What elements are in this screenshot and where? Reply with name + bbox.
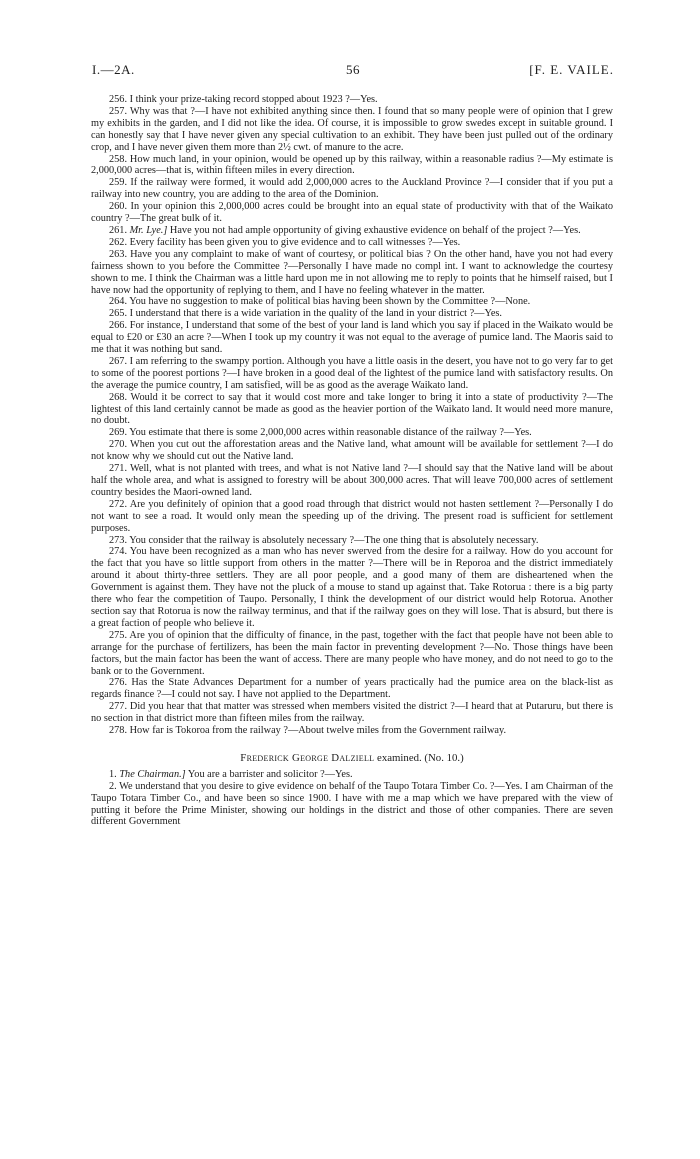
paragraph-271: 271. Well, what is not planted with trees, and what is not Native land ?—I should say that the Native land will be about half the whole area, and what is assigned to forestry will be about 300,000 acres. That will leave 700,000 acres of settlement country besides the Maori-owned land. bbox=[91, 463, 613, 498]
paragraph-278: 278. How far is Tokoroa from the railway ?—About twelve miles from the Government railway. bbox=[109, 725, 507, 737]
paragraph-268: 268. Would it be correct to say that it would cost more and take longer to bring it into a state of productivity ?—The lightest of this land certainly cannot be made as good as the heavier portion of the Waikato land. It would need more manure, no doubt. bbox=[91, 391, 613, 427]
page-number: 56 bbox=[346, 62, 360, 77]
paragraph-264: 264. You have no suggestion to make of political bias having been shown by the Committee ?—None. bbox=[109, 296, 531, 308]
witness-section-suffix: examined. (No. 10.) bbox=[377, 751, 464, 764]
paragraph-274: 274. You have been recognized as a man who has never swerved from the desire for a railway. How do you account for the fact that you have so little support from others in the matter ?—There will be in Reporoa and the district immediately around it about thirty-three settlers. They are all poor people, and a good many of them are disheartened when the Government is against them. They have not the pluck of a mouse to stand up against that. Take Rotorua : there is a big party there who fear the competition of Taupo. Personally, I think the development of our district would help Rotorua. Another section say that Rotorua is now the railway terminus, and that if the railway goes on they will lose. That is absurd, but there is a great faction of people who believe it. bbox=[91, 546, 613, 629]
paragraph-257: 257. Why was that ?—I have not exhibited anything since then. I found that so many people were of opinion that I grew my exhibits in the garden, and I did not like the idea. Of course, it is impossible to grow swedes except in suitable ground. I can honestly say that I have never given any special cultivation to an exhibit. They have been just pulled out of the ordinary crop, and I have never given them more than 2½ cwt. of manure to the acre. bbox=[91, 105, 613, 153]
speaker-label: Mr. Lye.] bbox=[129, 224, 168, 236]
page-header bbox=[92, 62, 614, 82]
witness-running-head: [F. E. VAILE. bbox=[529, 62, 614, 77]
paragraph-256: 256. I think your prize-taking record stopped about 1923 ?—Yes. bbox=[109, 94, 378, 105]
paragraph-269: 269. You estimate that there is some 2,000,000 acres within reasonable distance of the railway ?—Yes. bbox=[109, 427, 532, 439]
paragraph-272: 272. Are you definitely of opinion that a good road through that district would not hasten settlement ?—Personally I do not want to see a road. It would only mean the speeding up of the driving. The present road is sufficient for settlement purposes. bbox=[91, 498, 613, 534]
paragraph-text: Have you not had ample opportunity of giving exhaustive evidence on behalf of the project ?—Yes. bbox=[169, 224, 581, 236]
paragraph-260: 260. In your opinion this 2,000,000 acres could be brought into an equal state of productivity with that of the Waikato country ?—The great bulk of it. bbox=[91, 201, 613, 225]
paragraph-263: 263. Have you any complaint to make of want of courtesy, or political bias ? On the other hand, have you not had every fairness shown to you before the Committee ?—Personally I have made no compl int. I want to acknowledge the courtesy shown to me. I think the Chairman was a little hard upon me in not allowing me to reply to points that he himself raised, but I have now had the opportunity of replying to them, and I have no feeling whatever in the matter. bbox=[91, 248, 613, 296]
paragraph-number: 261. bbox=[109, 224, 128, 236]
paragraph-261 bbox=[91, 225, 613, 237]
report-code: I.—2A. bbox=[92, 62, 135, 77]
paragraph-270: 270. When you cut out the afforestation areas and the Native land, what amount will be available for settlement ?—I do not know why we should cut out the Native land. bbox=[91, 439, 613, 463]
paragraph-q1 bbox=[91, 769, 613, 781]
paragraph-262: 262. Every facility has been given you to give evidence and to call witnesses ?—Yes. bbox=[109, 236, 461, 248]
paragraph-266: 266. For instance, I understand that some of the best of your land is land which you say if placed in the Waikato would be equal to £20 or £30 an acre ?—When I took up my country it was not equal to the average of pumice land. The Maoris said to me that it was nothing but sand. bbox=[91, 320, 613, 356]
paragraph-q2: 2. We understand that you desire to give evidence on behalf of the Taupo Totara Timber Co. ?—Yes. I am Chairman of the Taupo Totara Timber Co., and have been so since 1900. I have with me a map which we have prepared with the view of putting it before the Prime Minister, showing our holdings in the district and those of other companies. There are seven different Government bbox=[91, 780, 613, 828]
body-text bbox=[91, 94, 613, 828]
paragraph-text: You are a barrister and solicitor ?—Yes. bbox=[187, 768, 353, 780]
paragraph-number: 1. bbox=[109, 768, 117, 780]
paragraph-265: 265. I understand that there is a wide variation in the quality of the land in your district ?—Yes. bbox=[109, 308, 503, 320]
paragraph-275: 275. Are you of opinion that the difficulty of finance, in the past, together with the fact that people have not been able to arrange for the purchase of fertilizers, has been the main factor in preventing development ?—No. Those things have been factors, but the main factor has been the want of access. There are many people who have money, and do not need to go to the bank or to the Government. bbox=[91, 629, 613, 677]
paragraph-273: 273. You consider that the railway is absolutely necessary ?—The one thing that is absolutely necessary. bbox=[109, 534, 539, 546]
witness-name: Frederick George Dalziell bbox=[240, 751, 375, 764]
paragraph-259: 259. If the railway were formed, it would add 2,000,000 acres to the Auckland Province ?—I consider that if you put a railway into new country, you are adding to the area of the Dominion. bbox=[91, 177, 613, 201]
paragraph-258: 258. How much land, in your opinion, would be opened up by this railway, within a reasonable radius ?—My estimate is 2,000,000 acres—that is, within fifteen miles in every direction. bbox=[91, 153, 613, 177]
witness-section-title bbox=[91, 753, 613, 765]
speaker-label: The Chairman.] bbox=[119, 768, 186, 780]
paragraph-276: 276. Has the State Advances Department for a number of years practically had the pumice area on the black-list as regards finance ?—I could not say. I have not applied to the Department. bbox=[91, 677, 613, 701]
paragraph-267: 267. I am referring to the swampy portion. Although you have a little oasis in the desert, you have not to go very far to get to some of the poorest portions ?—I have broken in a good deal of the lightest of the pumice land with satisfactory results. On the average the pumice country, I am satisfied, will be as good as the average Waikato land. bbox=[91, 355, 613, 391]
paragraph-277: 277. Did you hear that that matter was stressed when members visited the district ?—I heard that at Putaruru, but there is no section in that district more than fifteen miles from the railway. bbox=[91, 701, 613, 725]
